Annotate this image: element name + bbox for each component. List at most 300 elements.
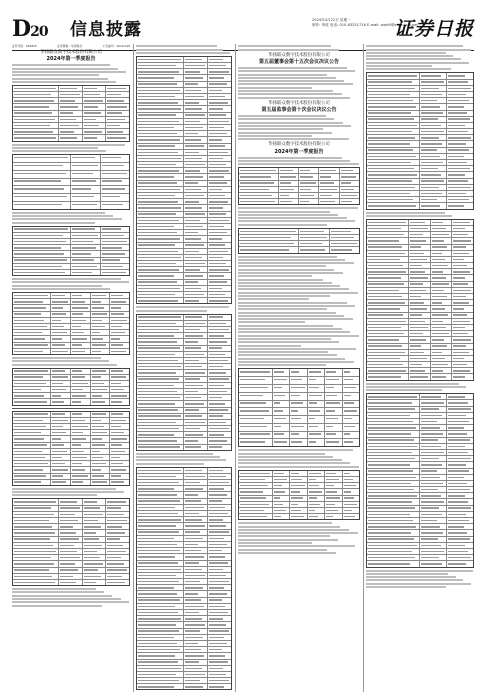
text-line (366, 383, 459, 385)
text-line (238, 97, 350, 99)
table-cell (325, 514, 342, 519)
table-cell (184, 106, 208, 111)
table-cell (308, 377, 325, 384)
table-cell (431, 362, 453, 367)
table-cell (208, 267, 231, 272)
text-line (238, 80, 344, 82)
table-cell (420, 561, 447, 566)
table-cell (208, 113, 231, 118)
table-cell (273, 401, 290, 408)
table-cell (137, 174, 184, 179)
table-cell (137, 414, 184, 419)
table-cell (137, 445, 184, 450)
table-cell (208, 579, 231, 584)
table-cell (208, 499, 231, 504)
table-cell (367, 481, 420, 486)
text-line (238, 335, 359, 337)
table-cell (452, 313, 473, 318)
text-line (12, 601, 129, 603)
text-line (238, 272, 343, 274)
table-cell (299, 193, 319, 198)
table-cell (367, 469, 420, 474)
table-cell (59, 512, 83, 517)
table-cell (279, 199, 299, 204)
table-cell (367, 148, 420, 153)
table-cell (367, 154, 420, 159)
table-cell (273, 377, 290, 384)
table-cell (110, 467, 129, 472)
table-cell (101, 186, 130, 193)
table-cell (343, 477, 359, 482)
table-cell (367, 362, 409, 367)
table-cell (239, 174, 279, 179)
text-line (238, 351, 328, 353)
table-cell (110, 436, 129, 441)
table-cell (273, 424, 290, 431)
text-line (238, 308, 327, 310)
table-cell (91, 467, 111, 472)
table-cell (308, 508, 325, 513)
text-line (136, 45, 217, 47)
table-cell (367, 337, 409, 342)
table-row (13, 163, 129, 171)
table-cell (319, 187, 339, 192)
table-cell (452, 245, 473, 250)
table-cell (91, 381, 111, 386)
table-cell (208, 156, 231, 161)
table-cell (367, 394, 420, 399)
table-cell (137, 370, 184, 375)
table-cell (420, 425, 447, 430)
table-cell (431, 245, 453, 250)
table-cell (290, 424, 307, 431)
text-line (238, 118, 334, 120)
table-cell (184, 468, 208, 473)
table-cell (290, 496, 307, 501)
table-cell (83, 129, 107, 134)
text-line (238, 315, 344, 317)
text-line (366, 68, 451, 70)
table-row (367, 203, 473, 208)
table-cell (59, 506, 83, 511)
table-cell (51, 467, 71, 472)
table-cell (367, 419, 420, 424)
table-cell (431, 300, 453, 305)
table-cell (447, 179, 473, 184)
table-cell (431, 368, 453, 373)
table-row (13, 480, 129, 485)
table-row (13, 179, 129, 187)
text-line (366, 570, 473, 572)
table-cell (208, 660, 231, 665)
table-cell (13, 436, 51, 441)
table-cell (343, 416, 359, 423)
table-cell (59, 549, 83, 554)
table-cell (184, 629, 208, 634)
table-cell (447, 166, 473, 171)
table-cell (452, 325, 473, 330)
table-cell (91, 424, 111, 429)
table-cell (420, 80, 447, 85)
data-table (136, 56, 232, 305)
table-cell (420, 499, 447, 504)
table-cell (290, 385, 307, 392)
data-table (12, 85, 130, 142)
table-cell (367, 232, 409, 237)
table-cell (83, 580, 107, 585)
table-cell (13, 393, 51, 398)
table-cell (13, 568, 59, 573)
table-cell (13, 399, 51, 404)
text-line (366, 49, 471, 51)
text-line (12, 591, 104, 593)
table-cell (106, 555, 129, 560)
text-line (366, 579, 463, 581)
table-row (239, 408, 359, 416)
text-line (12, 494, 97, 496)
table-cell (137, 352, 184, 357)
column-1 (12, 44, 130, 692)
table-cell (431, 337, 453, 342)
table-cell (290, 432, 307, 439)
text-line (238, 138, 349, 140)
text-line (238, 462, 350, 464)
table-cell (447, 80, 473, 85)
table-cell (409, 226, 431, 231)
table-cell (447, 444, 473, 449)
table-cell (420, 154, 447, 159)
table-cell (367, 493, 420, 498)
table-cell (91, 336, 111, 341)
table-cell (51, 318, 71, 323)
text-line (12, 364, 117, 366)
table-cell (71, 343, 91, 348)
table-cell (319, 168, 339, 173)
table-cell (59, 98, 83, 103)
table-cell (420, 111, 447, 116)
text-line (238, 535, 330, 537)
table-cell (137, 236, 184, 241)
table-cell (420, 98, 447, 103)
table-cell (208, 187, 231, 192)
table-cell (239, 393, 273, 400)
table-cell (13, 330, 51, 335)
table-cell (431, 306, 453, 311)
table-cell (273, 477, 290, 482)
table-cell (208, 63, 231, 68)
table-cell (239, 187, 279, 192)
text-line (366, 45, 463, 47)
table-cell (420, 469, 447, 474)
table-cell (13, 305, 51, 310)
table-cell (13, 163, 71, 170)
table-cell (184, 414, 208, 419)
table-cell (420, 419, 447, 424)
table-cell (367, 86, 420, 91)
table-cell (91, 305, 111, 310)
table-cell (290, 439, 307, 446)
table-cell (71, 418, 91, 423)
table-cell (208, 383, 231, 388)
table-cell (367, 400, 420, 405)
table-cell (367, 300, 409, 305)
table-cell (184, 286, 208, 291)
table-cell (137, 113, 184, 118)
table-cell (273, 483, 290, 488)
table-cell (51, 480, 71, 485)
table-cell (59, 524, 83, 529)
table-cell (452, 306, 473, 311)
table-cell (83, 98, 107, 103)
table-cell (330, 229, 360, 234)
table-cell (431, 238, 453, 243)
table-cell (59, 574, 83, 579)
table-cell (137, 641, 184, 646)
table-cell (208, 174, 231, 179)
table-cell (59, 537, 83, 542)
table-cell (367, 135, 420, 140)
table-cell (452, 238, 473, 243)
table-cell (91, 387, 111, 392)
table-cell (367, 462, 420, 467)
table-cell (106, 117, 129, 122)
text-line (238, 361, 354, 363)
table-cell (208, 315, 231, 320)
table-cell (290, 477, 307, 482)
table-cell (59, 104, 83, 109)
table-cell (13, 343, 51, 348)
table-cell (184, 684, 208, 689)
table-cell (106, 135, 129, 140)
table-cell (184, 243, 208, 248)
table-cell (409, 282, 431, 287)
text-line (366, 576, 456, 578)
table-cell (184, 321, 208, 326)
table-cell (273, 471, 290, 476)
table-cell (137, 131, 184, 136)
column-divider (133, 44, 134, 692)
table-cell (447, 543, 473, 548)
company-name: 华扬联众数字技术股份有限公司 (268, 100, 330, 106)
table-cell (184, 383, 208, 388)
table-cell (184, 150, 208, 155)
table-cell (208, 249, 231, 254)
table-cell (51, 399, 71, 404)
table-cell (325, 416, 342, 423)
table-cell (343, 408, 359, 415)
table-cell (137, 106, 184, 111)
table-cell (208, 672, 231, 677)
text-line (238, 539, 338, 541)
table-cell (367, 475, 420, 480)
article-body (366, 45, 474, 588)
table-cell (409, 269, 431, 274)
table-cell (51, 343, 71, 348)
table-cell (367, 179, 420, 184)
table-cell (137, 561, 184, 566)
table-cell (208, 554, 231, 559)
table-cell (184, 94, 208, 99)
article-title: 第五届董事会第十五次会议决议公告 (258, 59, 339, 65)
table-cell (343, 508, 359, 513)
table-cell (83, 568, 107, 573)
table-cell (340, 199, 359, 204)
table-cell (184, 205, 208, 210)
table-cell (208, 230, 231, 235)
text-line (12, 147, 98, 149)
table-cell (208, 57, 231, 62)
article-title: 第五届监事会第十次会议决议公告 (261, 107, 337, 114)
table-cell (420, 185, 447, 190)
table-cell (13, 574, 59, 579)
table-row (239, 424, 359, 432)
newspaper-logo: 证券日报 (393, 18, 474, 40)
table-cell (91, 343, 111, 348)
table-cell (420, 450, 447, 455)
table-cell (208, 236, 231, 241)
table-cell (184, 445, 208, 450)
article-body (238, 45, 360, 50)
table-cell (137, 629, 184, 634)
table-cell (431, 350, 453, 355)
table-cell (299, 229, 330, 234)
table-cell (101, 264, 130, 269)
column-divider (235, 44, 236, 692)
table-cell (137, 358, 184, 363)
table-cell (91, 293, 111, 298)
table-cell (273, 408, 290, 415)
table-cell (420, 117, 447, 122)
text-line (238, 262, 354, 264)
table-cell (106, 512, 129, 517)
table-cell (184, 168, 208, 173)
table-cell (325, 408, 342, 415)
text-line (238, 256, 337, 258)
table-cell (137, 327, 184, 332)
table-cell (83, 537, 107, 542)
table-cell (208, 445, 231, 450)
table-cell (208, 389, 231, 394)
table-cell (208, 352, 231, 357)
table-cell (110, 324, 129, 329)
table-cell (13, 430, 51, 435)
page-number: D20 (12, 16, 48, 42)
text-line (238, 67, 347, 69)
table-cell (71, 430, 91, 435)
table-cell (447, 431, 473, 436)
table-cell (273, 385, 290, 392)
table-cell (184, 511, 208, 516)
table-cell (137, 199, 184, 204)
table-cell (452, 263, 473, 268)
table-cell (184, 88, 208, 93)
table-cell (91, 393, 111, 398)
text-line (12, 588, 96, 590)
table-cell (409, 313, 431, 318)
table-cell (208, 298, 231, 303)
table-cell (184, 672, 208, 677)
data-table (12, 368, 130, 406)
table-row (13, 202, 129, 209)
table-cell (452, 374, 473, 379)
data-table (366, 219, 474, 381)
table-cell (325, 393, 342, 400)
table-cell (83, 104, 107, 109)
table-cell (208, 536, 231, 541)
table-cell (308, 489, 325, 494)
table-cell (330, 247, 360, 252)
table-cell (137, 432, 184, 437)
text-line (238, 318, 353, 320)
table-cell (431, 269, 453, 274)
table-cell (447, 438, 473, 443)
table-cell (273, 514, 290, 519)
table-cell (340, 181, 359, 186)
table-cell (137, 255, 184, 260)
table-cell (431, 331, 453, 336)
text-line (238, 265, 326, 267)
table-cell (184, 280, 208, 285)
table-cell (137, 377, 184, 382)
table-cell (184, 573, 208, 578)
table-cell (367, 506, 420, 511)
table-cell (409, 344, 431, 349)
table-cell (208, 273, 231, 278)
table-cell (208, 542, 231, 547)
table-row (137, 445, 231, 450)
table-cell (343, 401, 359, 408)
text-line (238, 87, 312, 89)
table-cell (13, 324, 51, 329)
table-cell (420, 493, 447, 498)
table-cell (308, 502, 325, 507)
table-cell (51, 330, 71, 335)
table-cell (208, 426, 231, 431)
table-cell (431, 220, 453, 225)
text-line (238, 549, 327, 551)
table-cell (71, 443, 91, 448)
table-cell (420, 129, 447, 134)
table-cell (59, 499, 83, 504)
table-cell (340, 174, 359, 179)
column-4 (366, 44, 474, 692)
table-cell (452, 251, 473, 256)
table-cell (184, 113, 208, 118)
table-cell (367, 141, 420, 146)
table-cell (13, 251, 71, 256)
table-cell (290, 502, 307, 507)
text-line (12, 278, 121, 280)
table-cell (273, 489, 290, 494)
table-cell (137, 88, 184, 93)
table-row (239, 247, 359, 252)
table-cell (447, 512, 473, 517)
table-cell (137, 426, 184, 431)
data-table (12, 498, 130, 586)
table-cell (184, 616, 208, 621)
table-cell (367, 425, 420, 430)
table-cell (59, 117, 83, 122)
column-2 (136, 44, 232, 692)
text-line (12, 595, 112, 597)
table-cell (71, 202, 101, 209)
table-cell (59, 568, 83, 573)
table-row (13, 349, 129, 354)
table-cell (452, 362, 473, 367)
table-cell (106, 129, 129, 134)
table-cell (409, 220, 431, 225)
table-cell (273, 508, 290, 513)
